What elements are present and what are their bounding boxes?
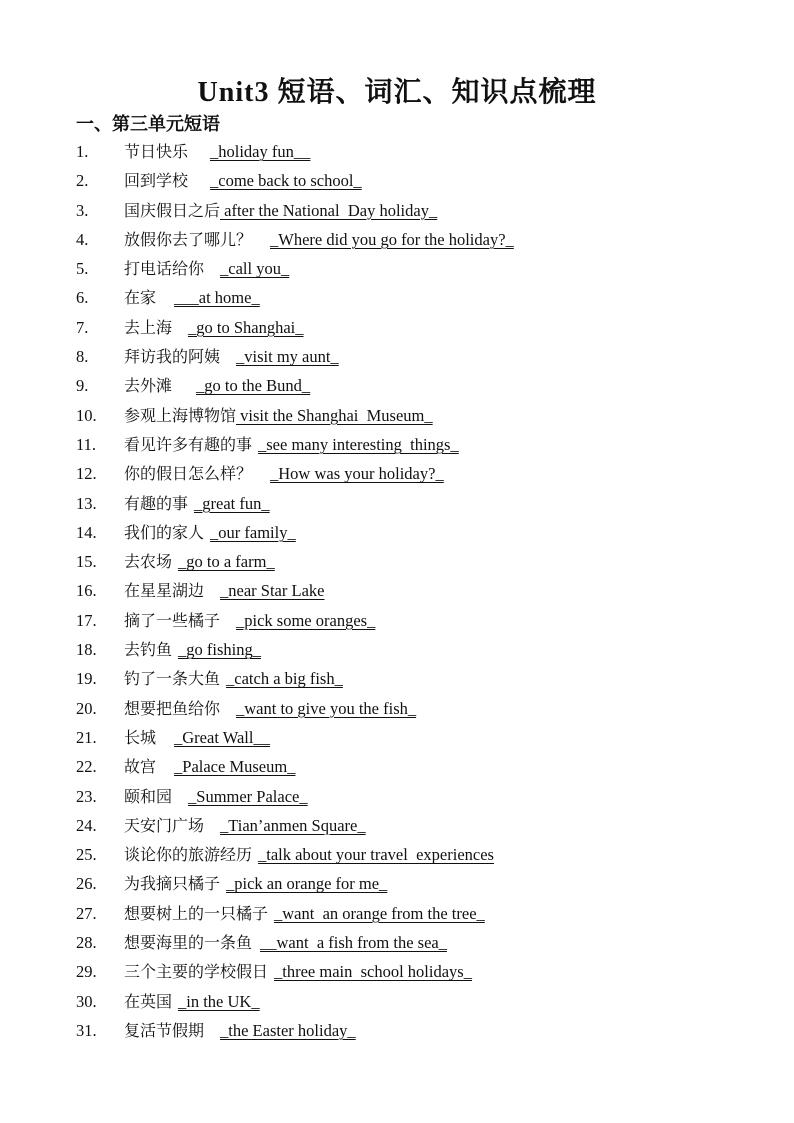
- phrase-item: [0, 463, 794, 492]
- phrase-item: [0, 522, 794, 551]
- english-answer: _the Easter holiday_: [220, 1020, 356, 1040]
- item-number: 29.: [76, 962, 97, 982]
- chinese-prompt: 放假你去了哪儿？: [124, 229, 253, 249]
- english-answer: _go to the Bund_: [196, 376, 311, 396]
- item-number: 18.: [76, 640, 97, 660]
- item-number: 22.: [76, 757, 97, 777]
- english-answer: _want an orange from the tree_: [274, 903, 485, 923]
- phrase-item: [0, 668, 794, 697]
- phrase-item: [0, 873, 794, 902]
- item-number: 12.: [76, 464, 97, 484]
- item-content: [124, 317, 304, 339]
- phrase-item: [0, 698, 794, 727]
- item-content: [124, 258, 289, 280]
- item-content: [124, 991, 260, 1013]
- phrase-item: [0, 141, 794, 170]
- item-number: 19.: [76, 669, 97, 689]
- item-number: 21.: [76, 727, 97, 747]
- item-number: 10.: [76, 405, 97, 425]
- item-content: [124, 522, 296, 544]
- item-number: 30.: [76, 991, 97, 1011]
- phrase-item: [0, 170, 794, 199]
- phrase-item: [0, 375, 794, 404]
- phrase-item: [0, 991, 794, 1020]
- english-answer: _three main school holidays_: [274, 962, 472, 982]
- phrase-item: [0, 639, 794, 668]
- item-number: 3.: [76, 200, 89, 220]
- item-number: 7.: [76, 317, 89, 337]
- chinese-prompt: 有趣的事: [124, 493, 189, 513]
- item-content: [124, 463, 444, 485]
- phrase-item: [0, 961, 794, 990]
- english-answer: _holiday fun__: [210, 142, 311, 161]
- item-content: [124, 844, 494, 866]
- item-number: 5.: [76, 259, 89, 279]
- item-content: [124, 551, 275, 573]
- english-answer: _Tian’anmen Square_: [220, 815, 366, 835]
- chinese-prompt: 拜访我的阿姨: [124, 347, 221, 367]
- item-content: [124, 727, 270, 749]
- english-answer: _call you_: [220, 259, 290, 279]
- page-title: Unit3 短语、词汇、知识点梳理: [197, 77, 597, 108]
- english-answer: _want to give you the fish_: [236, 698, 417, 718]
- item-number: 28.: [76, 933, 97, 953]
- item-content: [124, 610, 375, 632]
- phrase-item: [0, 229, 794, 258]
- item-number: 24.: [76, 815, 97, 835]
- item-content: [124, 493, 270, 515]
- item-number: 8.: [76, 347, 89, 367]
- item-number: 11.: [76, 434, 97, 454]
- chinese-prompt: 摘了一些橘子: [124, 610, 221, 630]
- phrase-item: [0, 258, 794, 287]
- item-content: [124, 786, 308, 808]
- english-answer: ___at home_: [174, 288, 260, 308]
- english-answer: _talk about your travel experiences: [258, 845, 494, 865]
- chinese-prompt: 看见许多有趣的事: [124, 434, 253, 454]
- phrase-item: [0, 815, 794, 844]
- phrase-item: [0, 551, 794, 580]
- item-number: 31.: [76, 1020, 97, 1040]
- english-answer: _great fun_: [194, 493, 270, 513]
- english-answer: _our family_: [210, 522, 296, 542]
- item-content: [124, 405, 433, 427]
- english-answer: _go to Shanghai_: [188, 317, 304, 337]
- chinese-prompt: 回到学校: [124, 171, 189, 191]
- phrase-item: [0, 287, 794, 316]
- item-content: [124, 961, 472, 983]
- phrase-item: [0, 200, 794, 229]
- chinese-prompt: 故宫: [124, 757, 157, 777]
- section-heading: 一、第三单元短语: [76, 114, 220, 134]
- item-number: 15.: [76, 552, 97, 572]
- item-content: [124, 815, 366, 837]
- phrase-list: [0, 141, 794, 1049]
- chinese-prompt: 想要树上的一只橘子: [124, 903, 269, 923]
- item-content: [124, 434, 459, 456]
- english-answer: _catch a big fish_: [226, 669, 343, 689]
- english-answer: _see many interesting things_: [258, 434, 459, 454]
- english-answer: _in the UK_: [178, 991, 260, 1011]
- chinese-prompt: 在星星湖边: [124, 581, 205, 601]
- phrase-item: [0, 317, 794, 346]
- item-number: 14.: [76, 522, 97, 542]
- chinese-prompt: 谈论你的旅游经历: [124, 845, 253, 865]
- chinese-prompt: 钓了一条大鱼: [124, 669, 221, 689]
- item-content: [124, 903, 485, 925]
- chinese-prompt: 复活节假期: [124, 1020, 205, 1040]
- phrase-item: [0, 756, 794, 785]
- english-answer: _Palace Museum_: [174, 757, 296, 777]
- chinese-prompt: 想要海里的一条鱼: [124, 933, 253, 953]
- item-content: [124, 229, 514, 251]
- phrase-item: [0, 580, 794, 609]
- chinese-prompt: 在家: [124, 288, 157, 308]
- chinese-prompt: 去农场: [124, 552, 173, 572]
- item-number: 23.: [76, 786, 97, 806]
- chinese-prompt: 我们的家人: [124, 522, 205, 542]
- chinese-prompt: 天安门广场: [124, 815, 205, 835]
- item-number: 9.: [76, 376, 89, 396]
- english-answer: _Summer Palace_: [188, 786, 308, 806]
- english-answer: _visit my aunt_: [236, 347, 339, 367]
- item-content: [124, 668, 343, 690]
- english-answer: _near Star Lake: [220, 581, 325, 601]
- english-answer: _How was your holiday?_: [270, 464, 444, 484]
- item-content: [124, 170, 362, 192]
- chinese-prompt: 在英国: [124, 991, 173, 1011]
- item-number: 1.: [76, 142, 89, 161]
- chinese-prompt: 国庆假日之后: [124, 200, 221, 220]
- phrase-item: [0, 610, 794, 639]
- item-number: 16.: [76, 581, 97, 601]
- chinese-prompt: 节日快乐: [124, 142, 189, 161]
- item-content: [124, 580, 324, 602]
- phrase-item: [0, 727, 794, 756]
- chinese-prompt: 三个主要的学校假日: [124, 962, 269, 982]
- item-content: [124, 141, 310, 163]
- item-number: 20.: [76, 698, 97, 718]
- chinese-prompt: 为我摘只橘子: [124, 874, 221, 894]
- chinese-prompt: 长城: [124, 727, 157, 747]
- item-number: 4.: [76, 229, 89, 249]
- phrase-item: [0, 932, 794, 961]
- chinese-prompt: 去钓鱼: [124, 640, 173, 660]
- item-number: 27.: [76, 903, 97, 923]
- item-number: 2.: [76, 171, 89, 191]
- item-content: [124, 756, 295, 778]
- item-content: [124, 698, 416, 720]
- chinese-prompt: 去上海: [124, 317, 173, 337]
- chinese-prompt: 参观上海博物馆: [124, 405, 237, 425]
- phrase-item: [0, 903, 794, 932]
- phrase-item: [0, 844, 794, 873]
- english-answer: _Where did you go for the holiday?_: [270, 229, 514, 249]
- phrase-item: [0, 346, 794, 375]
- item-content: [124, 639, 261, 661]
- english-answer: after the National Day holiday_: [220, 200, 438, 220]
- item-content: [124, 346, 339, 368]
- item-number: 26.: [76, 874, 97, 894]
- item-content: [124, 287, 260, 309]
- english-answer: _come back to school_: [210, 171, 362, 191]
- phrase-item: [0, 405, 794, 434]
- english-answer: _pick an orange for me_: [226, 874, 388, 894]
- english-answer: _Great Wall__: [174, 727, 270, 747]
- english-answer: _go fishing_: [178, 640, 261, 660]
- item-number: 17.: [76, 610, 97, 630]
- item-number: 13.: [76, 493, 97, 513]
- phrase-item: [0, 434, 794, 463]
- chinese-prompt: 颐和园: [124, 786, 173, 806]
- phrase-item: [0, 493, 794, 522]
- item-content: [124, 873, 387, 895]
- english-answer: visit the Shanghai Museum_: [236, 405, 433, 425]
- chinese-prompt: 想要把鱼给你: [124, 698, 221, 718]
- phrase-item: [0, 786, 794, 815]
- english-answer: __want a fish from the sea_: [260, 933, 447, 953]
- chinese-prompt: 你的假日怎么样？: [124, 464, 253, 484]
- item-content: [124, 1020, 356, 1042]
- item-content: [124, 200, 437, 222]
- phrase-item: [0, 1020, 794, 1049]
- item-number: 25.: [76, 845, 97, 865]
- item-content: [124, 932, 447, 954]
- item-content: [124, 375, 310, 397]
- chinese-prompt: 打电话给你: [124, 259, 205, 279]
- english-answer: _go to a farm_: [178, 552, 275, 572]
- item-number: 6.: [76, 288, 89, 308]
- chinese-prompt: 去外滩: [124, 376, 173, 396]
- english-answer: _pick some oranges_: [236, 610, 376, 630]
